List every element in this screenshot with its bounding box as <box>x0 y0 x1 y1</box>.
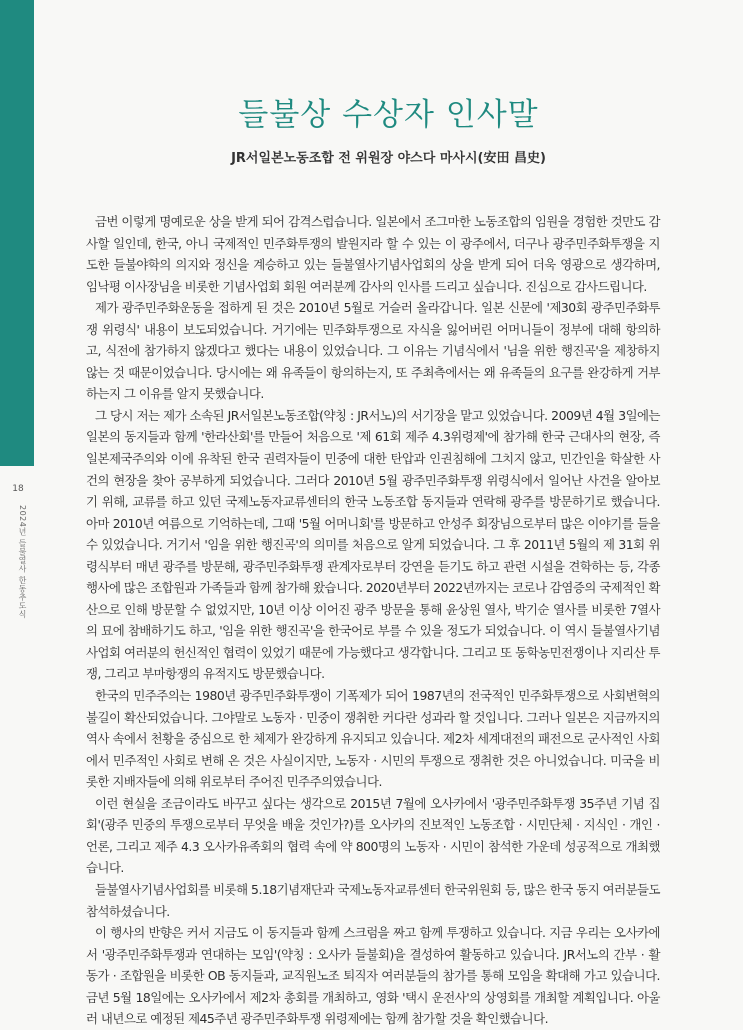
paragraph: 들불열사기념사업회를 비롯해 5.18기념재단과 국제노동자교류센터 한국위원회 등, 많은 한국 동지 여러분들도 참석하셨습니다. <box>86 881 660 919</box>
paragraph: 이런 현실을 조금이라도 바꾸고 싶다는 생각으로 2015년 7월에 오사카에서 '광주민주화투쟁 35주년 기념 집회'(광주 민중의 투쟁으로부터 무엇을 배울 것인가?)를 오사카의 진보적인 노동조합 · 시민단체 · 지식인 · 개인 · 언론, 그리고 제주 4.3 오사카유족회의 협력 속에 약 800명의 노동자 · 시민이 참석한 가운데 성공적으로 개최했습니다. <box>86 795 660 876</box>
paragraph: 이 행사의 반향은 커서 지금도 이 동지들과 함께 스크럼을 짜고 함께 투쟁하고 있습니다. 지금 우리는 오사카에서 '광주민주화투쟁과 연대하는 모임'(약칭 : 오사카 들불회)을 결성하여 활동하고 있습니다. JR서노의 간부 · 활동가 · 조합원을 비롯한 OB 동지들과, 교직원노조 퇴직자 여러분들의 참가를 통해 모임을 확대해 가고 있습니다. 금년 5월 18일에는 오사카에서 제2차 총회를 개최하고, 영화 '택시 운전사'의 상영회를 개최할 계획입니다. 아울러 내년으로 예정된 제45주년 광주민주화투쟁 위령제에는 함께 참가할 것을 확인했습니다. <box>86 925 660 1027</box>
paragraph: 금번 이렇게 명예로운 상을 받게 되어 감격스럽습니다. 일본에서 조그마한 노동조합의 임원을 경험한 것만도 감사할 일인데, 한국, 아니 국제적인 민주화투쟁의 발원지라 할 수 있는 이 광주에서, 더구나 광주민주화투쟁을 지도한 들불야학의 의지와 정신을 계승하고 있는 들불열사기념사업회의 상을 받게 되어 더욱 영광으로 생각하며, 임낙평 이사장님을 비롯한 기념사업회 회원 여러분께 감사의 인사를 드리고 싶습니다. 진심으로 감사드립니다. <box>86 214 660 294</box>
paragraph: 그 당시 저는 제가 소속된 JR서일본노동조합(약칭 : JR서노)의 서기장을 맡고 있었습니다. 2009년 4월 3일에는 일본의 동지들과 함께 '한라산회'를 만들어 처음으로 '제 61회 제주 4.3위령제'에 참가해 한국 근대사의 현장, 즉 일본제국주의와 이에 유착된 한국 권력자들이 민중에 대한 탄압과 인권침해에 그치지 않고, 민간인을 학살한 사건의 현장을 찾아 공부하게 되었습니다. 그러다 2010년 5월 광주민주화투쟁 위령식에서 일어난 사건을 알아보기 위해, 교류를 하고 있던 국제노동자교류센터의 한국 노동조합 동지들과 연락해 광주를 방문하기로 했습니다. 아마 2010년 여름으로 기억하는데, 그때 '5월 어머니회'를 방문하고 안성주 회장님으로부터 많은 이야기를 들을 수 있었습니다. 거기서 '임을 위한 행진곡'의 의미를 처음으로 알게 되었습니다. 그 후 2011년 5월의 제 31회 위령식부터 매년 광주를 방문해, 광주민주화투쟁 관계자로부터 강연을 듣기도 하고 관련 시설을 견학하는 등, 각종 행사에 많은 조합원과 가족들과 함께 참가해 왔습니다. 2020년부터 2022년까지는 코로나 감염증의 국제적인 확산으로 인해 방문할 수 없었지만, 10년 이상 이어진 광주 방문을 통해 윤상원 열사, 박기순 열사를 비롯한 7열사의 묘에 참배하기도 하고, '임을 위한 행진곡'을 한국어로 부를 수 있을 정도가 되었습니다. 이 역시 들불열사기념사업회 여러분의 헌신적인 협력이 있었기 때문에 가능했다고 생각합니다. 그리고 또 동학농민전쟁이나 지리산 투쟁, 그리고 부마항쟁의 유적지도 방문했습니다. <box>86 407 661 682</box>
page-number: 18 <box>12 484 24 494</box>
article-body <box>86 211 660 1030</box>
author-byline: JR서일본노동조합 전 위원장 야스다 마사시(安田 昌史) <box>231 151 546 166</box>
running-header: 2024년 들불열사 한동추도식 <box>18 505 27 619</box>
paragraph: 한국의 민주주의는 1980년 광주민주화투쟁이 기폭제가 되어 1987년의 전국적인 민주화투쟁으로 사회변혁의 불길이 확산되었습니다. 그야말로 노동자 · 민중이 쟁취한 커다란 성과라 할 것입니다. 그러나 일본은 지금까지의 역사 속에서 천황을 중심으로 한 체제가 완강하게 유지되고 있습니다. 제2차 세계대전의 패전으로 군사적인 사회에서 민주적인 사회로 변해 온 것은 사실이지만, 노동자 · 시민의 투쟁으로 쟁취한 것은 아니었습니다. 미국을 비롯한 지배자들에 의해 위로부터 주어진 민주주의였습니다. <box>86 688 660 790</box>
page-title: 들불상 수상자 인사말 <box>238 96 539 133</box>
paragraph: 제가 광주민주화운동을 접하게 된 것은 2010년 5월로 거슬러 올라갑니다. 일본 신문에 '제30회 광주민주화투쟁 위령식' 내용이 보도되었습니다. 거기에는 민주화투쟁으로 자식을 잃어버린 어머니들이 정부에 대해 항의하고, 식전에 참가하지 않겠다고 했다는 내용이 있었습니다. 그 이유는 기념식에서 '님을 위한 행진곡'을 제창하지 않는 것 때문이었습니다. 당시에는 왜 유족들이 항의하는지, 또 주최측에서는 왜 유족들의 요구를 완강하게 거부하는지 그 이유를 알지 못했습니다. <box>86 300 660 402</box>
sidebar-accent-bar <box>0 0 34 466</box>
